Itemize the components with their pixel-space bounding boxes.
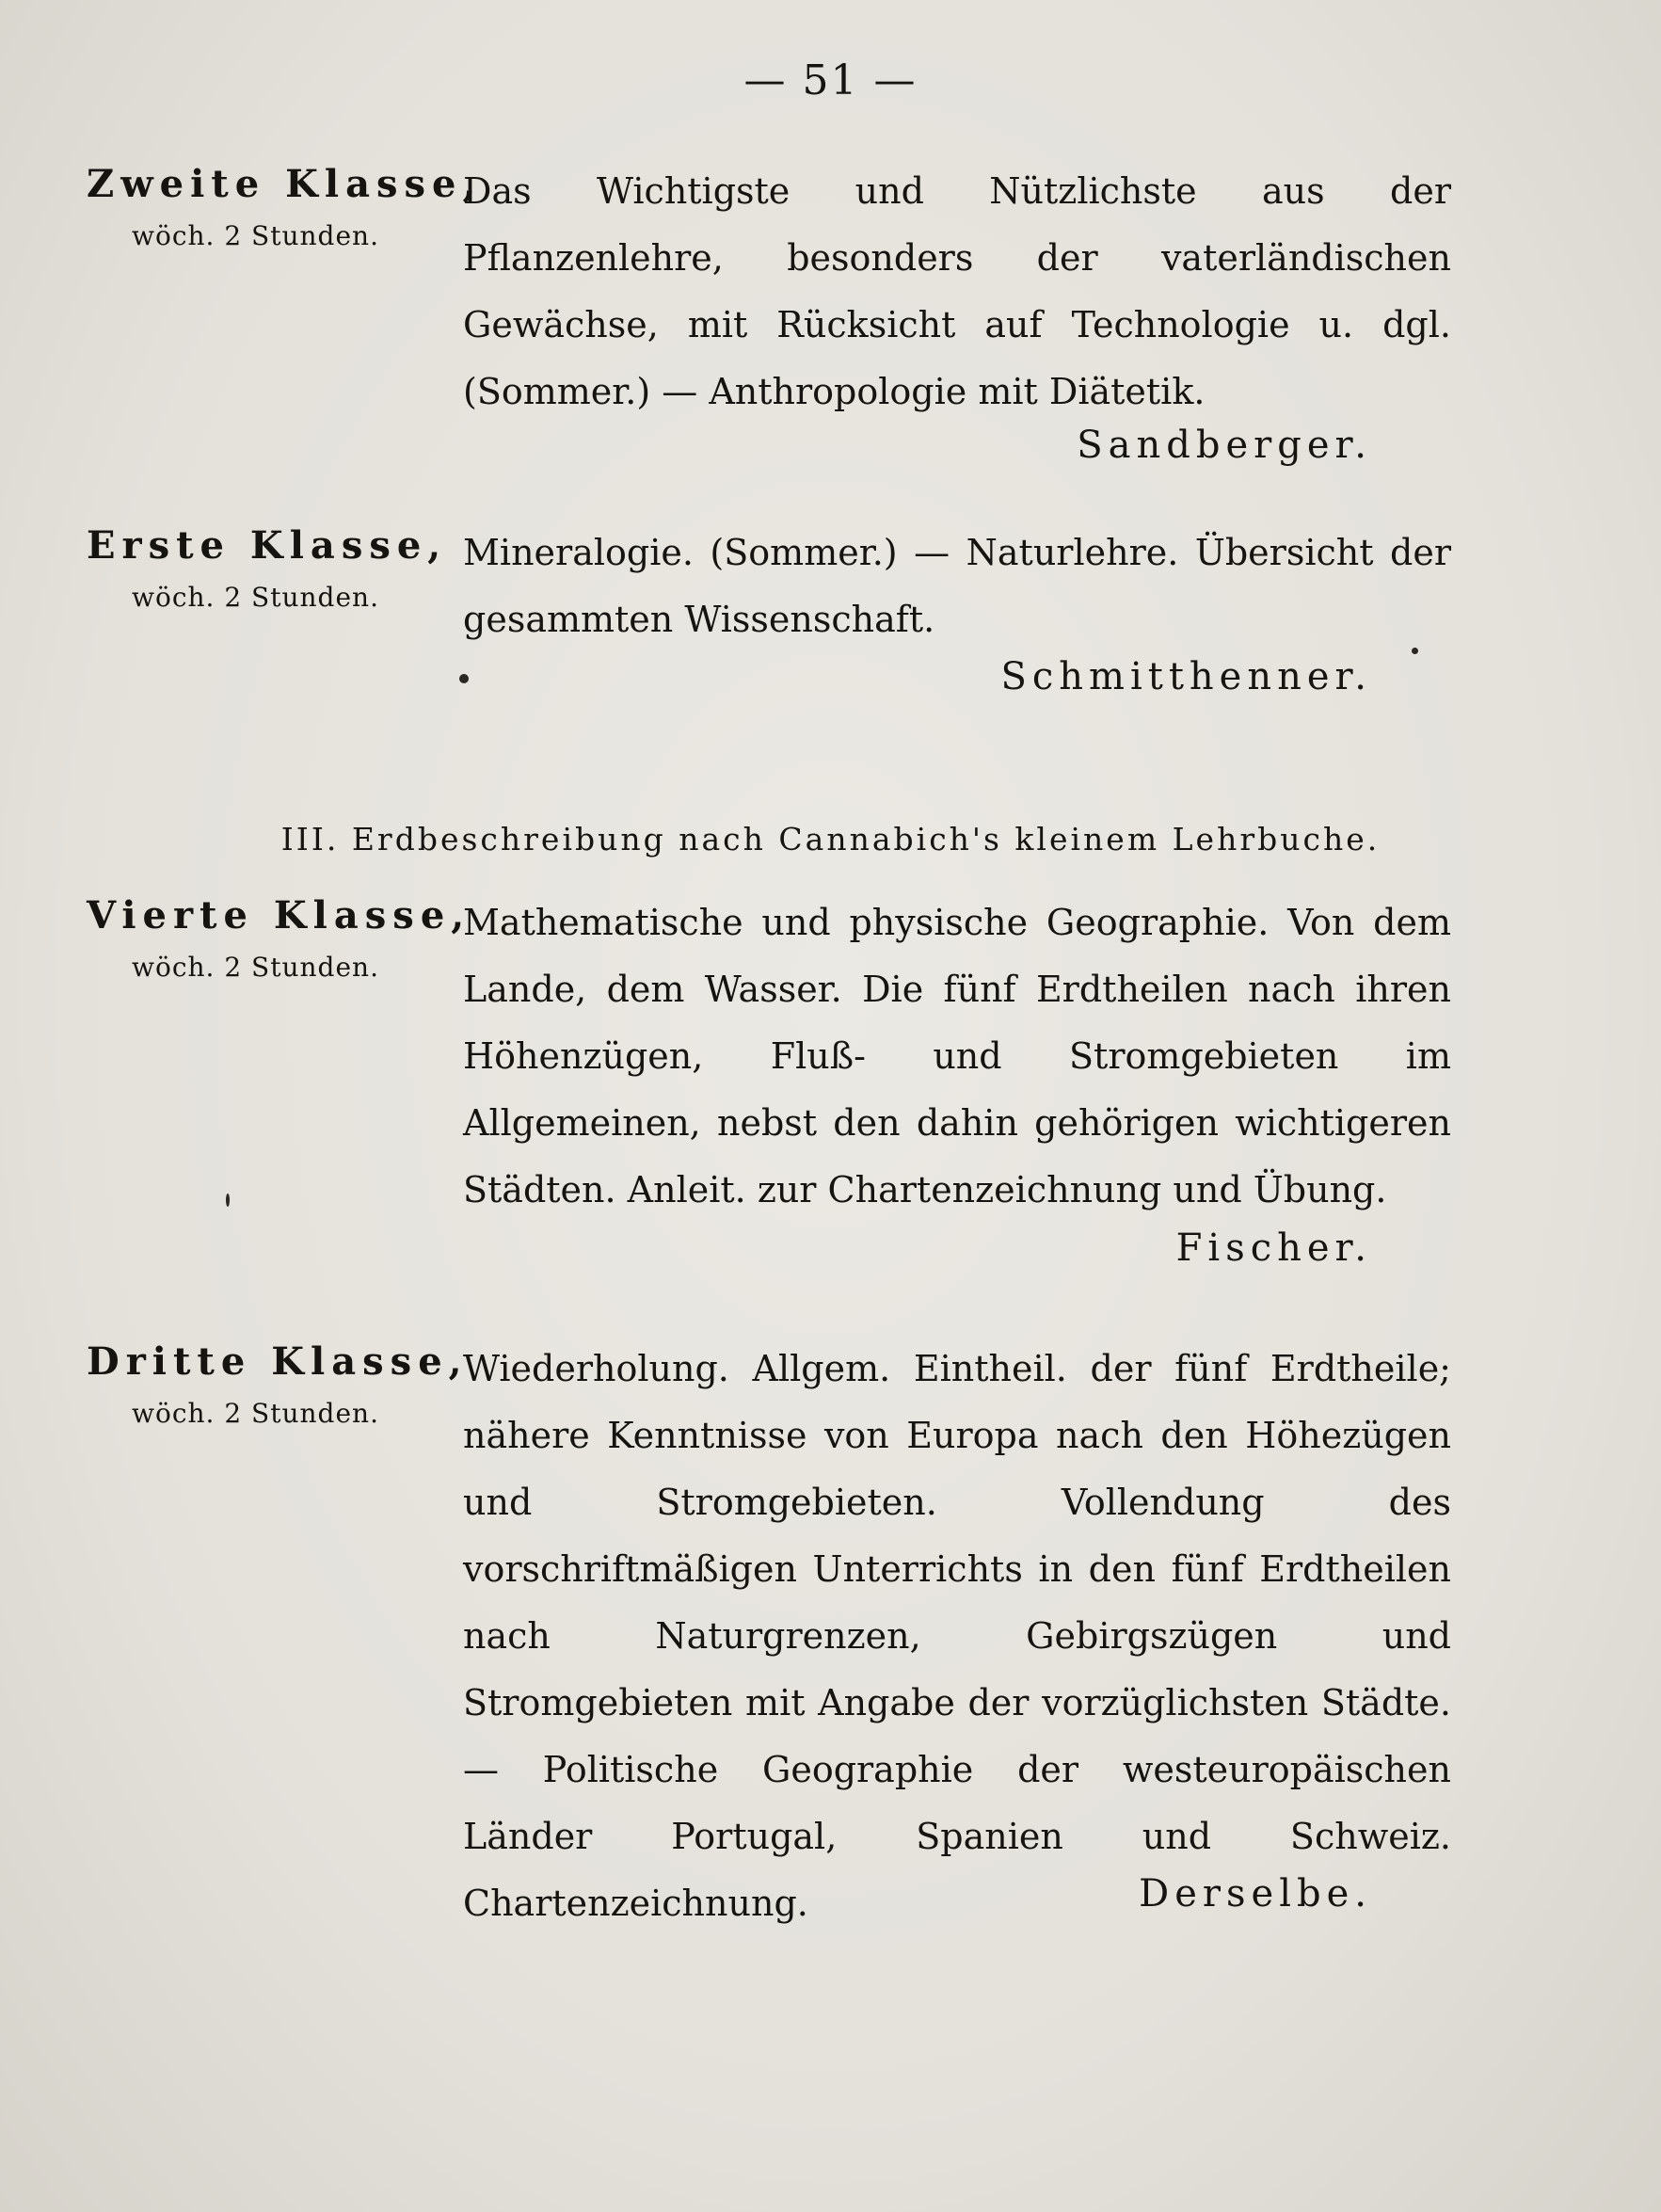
course-description: Mathematische und physische Geographie. Von dem Lande, dem Wasser. Die fünf Erdtheilen nach ihren Höhenzügen, Fluß- und Stromgebieten im Allgemeinen, nebst den dahin gehörigen wichtigeren Städten. Anleit. zur Chartenzeichnung und Übung. (463, 902, 1451, 1210)
page-number: — 51 — (743, 56, 918, 104)
paper-speck (1412, 648, 1418, 654)
teacher-name: Fischer. (1175, 1226, 1372, 1270)
hours-label: wöch. 2 Stunden. (132, 952, 379, 983)
course-description: Wiederholung. Allgem. Eintheil. der fünf Erdtheile; nähere Kenntnisse von Europa nach den Höhezügen und Stromgebieten. Vollendung des vorschriftmäßigen Unterrichts in den fünf Erdtheilen nach Naturgrenzen, Gebirgszügen und Stromgebieten mit Angabe der vorzüglichsten Städte. — Politische Geographie der westeuropäischen Länder Portugal, Spanien und Schweiz. Chartenzeichnung. (463, 1348, 1451, 1924)
class-label: Vierte Klasse, (87, 893, 471, 938)
course-description: Mineralogie. (Sommer.) — Naturlehre. Übersicht der gesammten Wissenschaft. (463, 532, 1451, 640)
class-label: Erste Klasse, (87, 523, 448, 568)
class-label: Zweite Klasse, (87, 162, 483, 206)
hours-label: wöch. 2 Stunden. (132, 1398, 379, 1429)
course-description: Das Wichtigste und Nützlichste aus der Pflanzenlehre, besonders der vaterländischen Gewächse, mit Rücksicht auf Technologie u. dgl. (Sommer.) — Anthropologie mit Diätetik. (463, 170, 1451, 412)
hours-label: wöch. 2 Stunden. (132, 220, 379, 251)
teacher-name: Schmitthenner. (1000, 655, 1372, 698)
teacher-name: Derselbe. (1139, 1872, 1372, 1915)
class-label: Dritte Klasse, (87, 1339, 469, 1384)
hours-label: wöch. 2 Stunden. (132, 582, 379, 613)
paper-speck (226, 1194, 230, 1207)
teacher-name: Sandberger. (1077, 424, 1372, 467)
paper-speck (459, 674, 469, 683)
section-heading: III. Erdbeschreibung nach Cannabich's kleinem Lehrbuche. (280, 821, 1381, 858)
